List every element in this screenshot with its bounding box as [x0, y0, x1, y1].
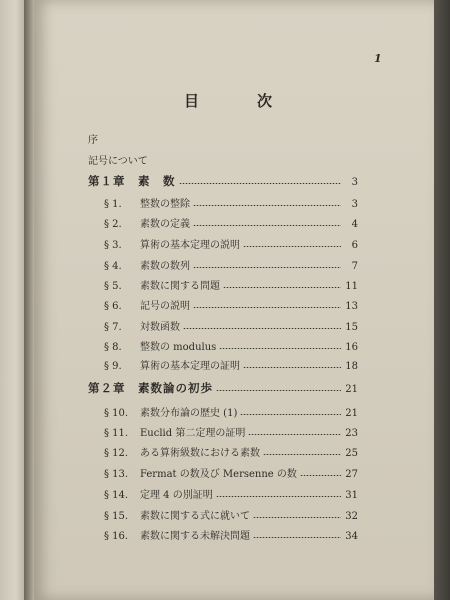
section-page: 34: [345, 531, 358, 542]
section-number: § 1.: [104, 199, 122, 210]
dot-leader: [216, 390, 341, 391]
section-number: § 9.: [104, 361, 122, 372]
section-number: § 8.: [104, 342, 122, 353]
toc-row[interactable]: [34, 195, 434, 211]
dot-leader: [193, 267, 341, 268]
dot-leader: [219, 348, 341, 349]
section-title: 素数の定義: [140, 219, 190, 230]
chapter-label: 第１章 素 数: [88, 174, 176, 188]
dot-leader: [300, 475, 341, 476]
dot-leader: [263, 454, 341, 455]
dot-leader: [193, 225, 341, 226]
dot-leader: [216, 496, 341, 497]
section-title: 整数の modulus: [140, 342, 217, 353]
section-title: 素数に関する式に就いて: [140, 511, 250, 522]
dot-leader: [183, 328, 341, 329]
left-page-edge: [0, 0, 26, 600]
toc-row[interactable]: [34, 357, 434, 373]
section-number: § 11.: [104, 428, 129, 439]
section-page: 31: [345, 490, 358, 501]
dot-leader: [179, 183, 342, 184]
right-background: [432, 0, 450, 600]
chapter-page: 21: [345, 384, 358, 395]
front-matter-notation: 記号について: [88, 156, 148, 167]
title-char-1: 目: [184, 92, 202, 110]
section-page: 32: [345, 511, 358, 522]
toc-row[interactable]: [34, 338, 434, 354]
front-matter-preface: 序: [88, 135, 98, 146]
toc-row[interactable]: [34, 215, 434, 231]
dot-leader: [223, 287, 341, 288]
toc-row[interactable]: [34, 486, 434, 502]
section-page: 15: [345, 322, 358, 333]
section-number: § 13.: [104, 469, 129, 480]
dot-leader: [193, 307, 341, 308]
chapter-page: 3: [351, 177, 358, 188]
section-number: § 2.: [104, 219, 122, 230]
chapter-1-entry[interactable]: [34, 173, 434, 189]
section-number: § 3.: [104, 240, 122, 251]
section-number: § 4.: [104, 261, 122, 272]
section-title: 素数分布論の歴史 (1): [140, 408, 238, 419]
section-page: 7: [351, 261, 358, 272]
section-title: Euclid 第二定理の証明: [140, 428, 246, 439]
section-title: Fermat の数及び Mersenne の数: [140, 469, 297, 480]
section-number: § 5.: [104, 281, 122, 292]
dot-leader: [193, 205, 341, 206]
section-title: 算術の基本定理の説明: [140, 240, 240, 251]
section-page: 6: [351, 240, 358, 251]
dot-leader: [253, 517, 341, 518]
toc-title: [184, 90, 274, 111]
section-number: § 7.: [104, 322, 122, 333]
section-title: 整数の整除: [140, 199, 190, 210]
section-number: § 15.: [104, 511, 129, 522]
section-page: 27: [345, 469, 358, 480]
section-title: 素数の数列: [140, 261, 190, 272]
section-title: 定理 4 の別証明: [140, 490, 213, 501]
section-title: ある算術級数における素数: [140, 448, 260, 459]
toc-row[interactable]: [34, 424, 434, 440]
section-title: 算術の基本定理の証明: [140, 361, 240, 372]
toc-row[interactable]: [34, 507, 434, 523]
toc-row[interactable]: [34, 318, 434, 334]
section-page: 21: [345, 408, 358, 419]
section-title: 素数に関する問題: [140, 281, 220, 292]
section-title: 記号の説明: [140, 301, 190, 312]
dot-leader: [243, 367, 341, 368]
section-page: 4: [351, 219, 358, 230]
dot-leader: [248, 434, 341, 435]
toc-row[interactable]: [34, 465, 434, 481]
toc-row[interactable]: [34, 257, 434, 273]
section-number: § 10.: [104, 408, 129, 419]
section-number: § 6.: [104, 301, 122, 312]
section-number: § 12.: [104, 448, 129, 459]
toc-row[interactable]: [34, 527, 434, 543]
chapter-2-entry[interactable]: [34, 380, 434, 396]
section-page: 25: [345, 448, 358, 459]
section-number: § 14.: [104, 490, 129, 501]
section-title: 対数函数: [140, 322, 180, 333]
toc-row[interactable]: [34, 297, 434, 313]
title-char-2: 次: [256, 92, 274, 110]
dot-leader: [253, 537, 341, 538]
section-page: 23: [345, 428, 358, 439]
section-page: 11: [345, 281, 358, 292]
page-number: 1: [374, 52, 382, 65]
section-page: 13: [345, 301, 358, 312]
dot-leader: [240, 414, 341, 415]
section-page: 18: [345, 361, 358, 372]
dot-leader: [243, 246, 341, 247]
section-number: § 16.: [104, 531, 129, 542]
toc-row[interactable]: [34, 404, 434, 420]
chapter-label: 第２章 素数論の初歩: [88, 381, 213, 395]
toc-page: [34, 0, 434, 600]
toc-row[interactable]: [34, 444, 434, 460]
section-title: 素数に関する未解決問題: [140, 531, 250, 542]
toc-row[interactable]: [34, 236, 434, 252]
section-page: 3: [351, 199, 358, 210]
section-page: 16: [345, 342, 358, 353]
toc-row[interactable]: [34, 277, 434, 293]
